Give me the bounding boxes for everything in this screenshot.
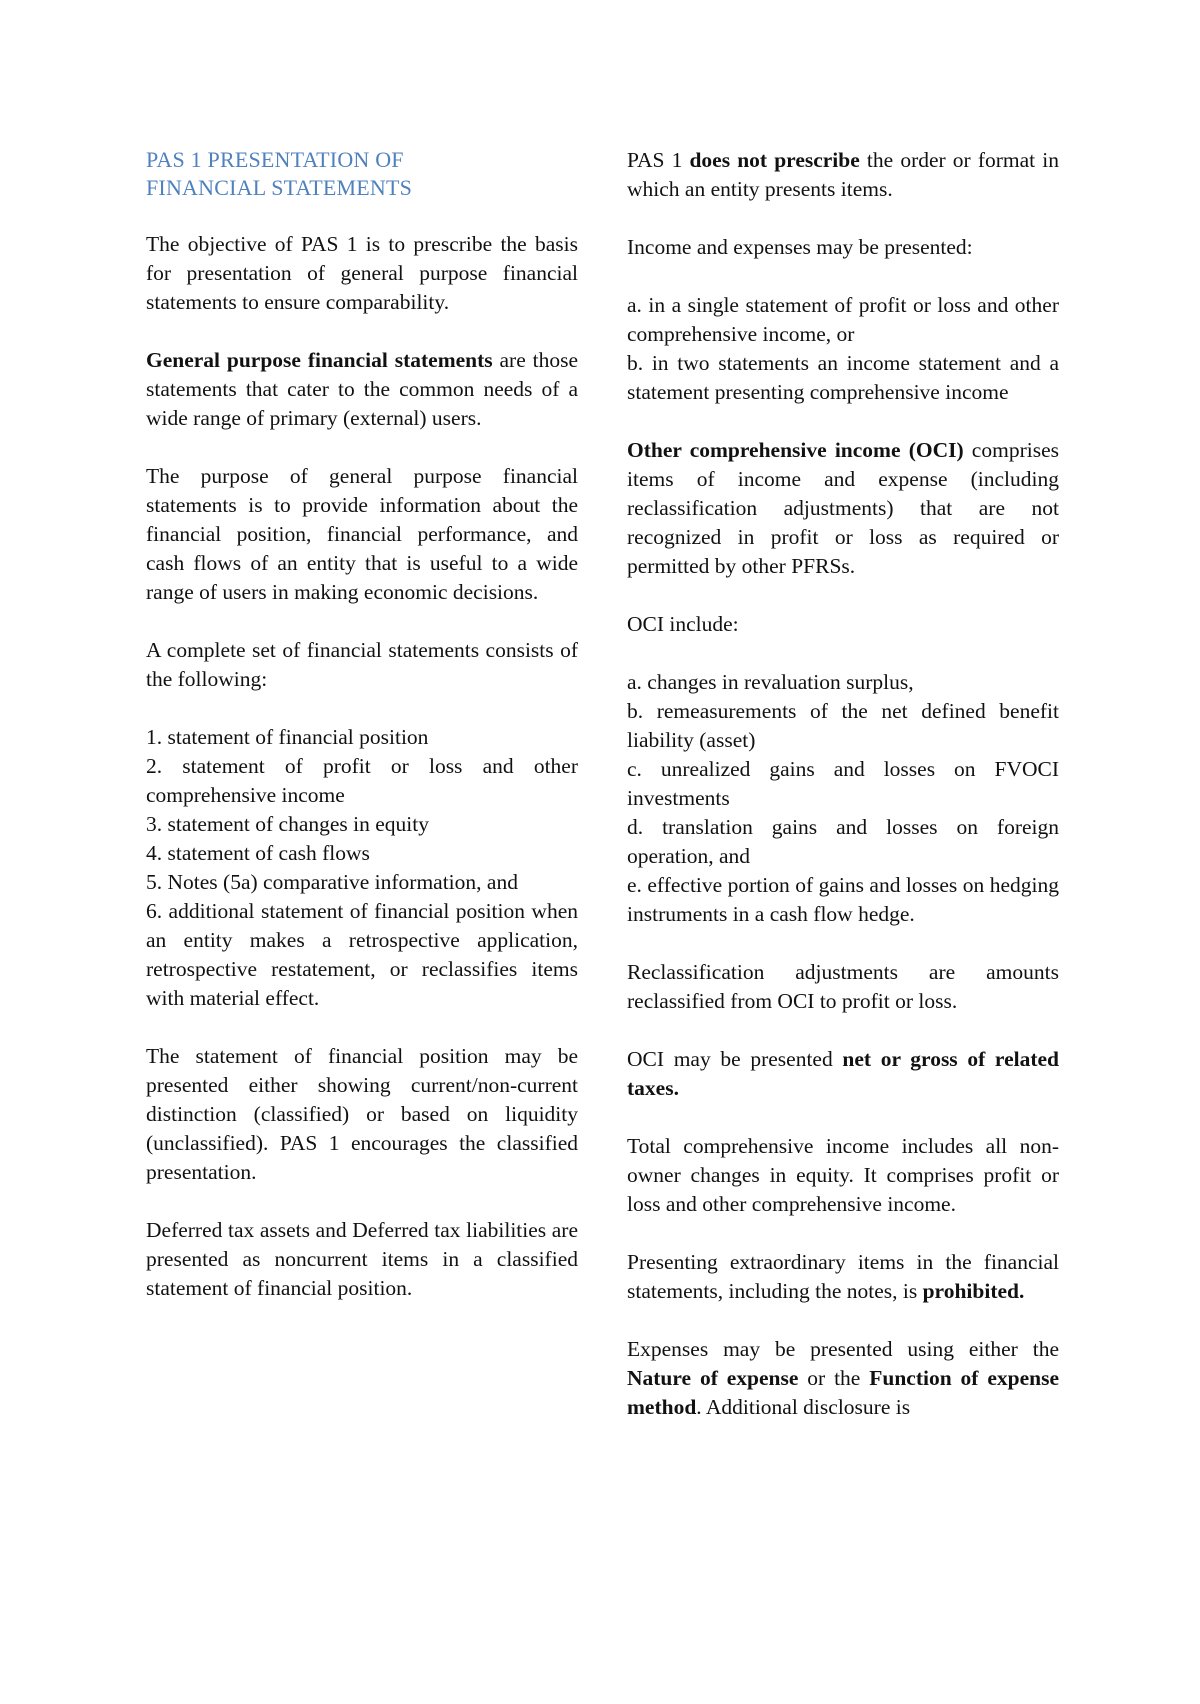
oci-term: Other comprehensive income (OCI): [627, 438, 964, 462]
extra-pre: Presenting extraordinary items in the financial statements, including the notes, is: [627, 1250, 1059, 1303]
exp-post: . Additional disclosure is: [696, 1395, 911, 1419]
order-pre: PAS 1: [627, 148, 690, 172]
list-item: a. changes in revaluation surplus,: [627, 670, 914, 694]
order-post: the order or format in which an entity presents items.: [627, 148, 1059, 201]
extra-bold: prohibited.: [922, 1279, 1025, 1303]
total-ci-paragraph: Total comprehensive income includes all non-owner changes in equity. It comprises profit or loss and other comprehensive income.: [627, 1134, 1059, 1216]
expenses-paragraph: [627, 1335, 1059, 1422]
oci-pres-pre: OCI may be presented: [627, 1047, 843, 1071]
order-bold: does not prescribe: [689, 148, 860, 172]
reclassification-paragraph: Reclassification adjustments are amounts reclassified from OCI to profit or loss.: [627, 960, 1059, 1013]
list-item: b. remeasurements of the net defined benefit liability (asset): [627, 699, 1059, 752]
list-item: c. unrealized gains and losses on FVOCI investments: [627, 757, 1059, 810]
income-intro: Income and expenses may be presented:: [627, 235, 973, 259]
oci-definition: comprises items of income and expense (including reclassification adjustments) that are not recognized in profit or loss as required or permitted by other PFRSs.: [627, 438, 1059, 578]
document-title: [146, 146, 578, 202]
order-format-paragraph: [627, 146, 1059, 204]
gpfs-term: General purpose financial statements: [146, 348, 493, 372]
objective-paragraph: The objective of PAS 1 is to prescribe the basis for presentation of general purpose financial statements to ensure comparability.: [146, 232, 578, 314]
list-item: d. translation gains and losses on foreign operation, and: [627, 815, 1059, 868]
list-item: 6. additional statement of financial position when an entity makes a retrospective application, retrospective restatement, or reclassifies items with material effect.: [146, 899, 578, 1010]
extraordinary-items-paragraph: [627, 1248, 1059, 1306]
exp-bold-nature: Nature of expense: [627, 1366, 799, 1390]
left-column: [146, 146, 578, 1332]
list-item: b. in two statements an income statement and a statement presenting comprehensive income: [627, 351, 1059, 404]
list-item: 5. Notes (5a) comparative information, and: [146, 870, 518, 894]
oci-pres-bold: net or gross of related taxes.: [627, 1047, 1059, 1100]
gpfs-definition: are those statements that cater to the common needs of a wide range of primary (external) users.: [146, 348, 578, 430]
title-line-1: PAS 1 PRESENTATION OF: [146, 147, 404, 172]
deferred-tax-paragraph: Deferred tax assets and Deferred tax liabilities are presented as noncurrent items in a classified statement of financial position.: [146, 1218, 578, 1300]
list-item: 2. statement of profit or loss and other comprehensive income: [146, 754, 578, 807]
sfp-presentation-paragraph: The statement of financial position may be presented either showing current/non-current distinction (classified) or based on liquidity (unclassified). PAS 1 encourages the classified presentation.: [146, 1044, 578, 1184]
oci-items-list: [627, 668, 1059, 929]
exp-bold-function: Function of expense method: [627, 1366, 1059, 1419]
income-presentation-list: [627, 291, 1059, 407]
exp-pre: Expenses may be presented using either the: [627, 1337, 1059, 1361]
oci-include-intro: OCI include:: [627, 612, 739, 636]
gpfs-paragraph: [146, 346, 578, 433]
title-line-2: FINANCIAL STATEMENTS: [146, 175, 413, 200]
oci-definition-paragraph: [627, 436, 1059, 581]
list-item: 1. statement of financial position: [146, 725, 429, 749]
list-item: e. effective portion of gains and losses on hedging instruments in a cash flow hedge.: [627, 873, 1059, 926]
list-item: 3. statement of changes in equity: [146, 812, 430, 836]
complete-set-list: [146, 723, 578, 1013]
complete-set-intro: A complete set of financial statements consists of the following:: [146, 638, 578, 691]
oci-presentation-paragraph: [627, 1045, 1059, 1103]
list-item: 4. statement of cash flows: [146, 841, 370, 865]
purpose-paragraph: The purpose of general purpose financial statements is to provide information about the financial position, financial performance, and cash flows of an entity that is useful to a wide range of users in making economic decisions.: [146, 464, 578, 604]
exp-mid: or the: [798, 1366, 870, 1390]
list-item: a. in a single statement of profit or loss and other comprehensive income, or: [627, 293, 1059, 346]
right-column: [627, 146, 1059, 1422]
